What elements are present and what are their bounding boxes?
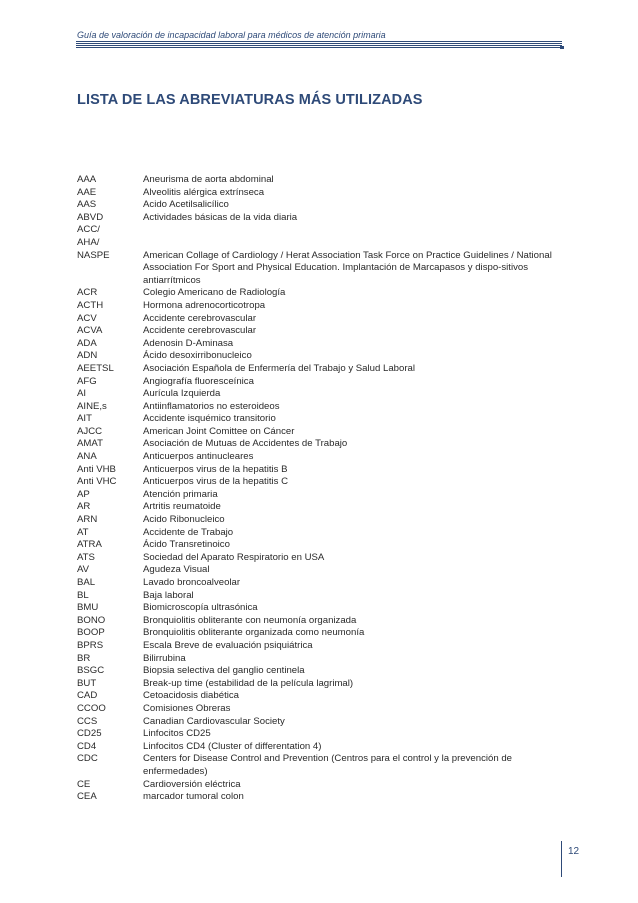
abbreviation-definition: American Joint Comittee on Cáncer [143,425,295,437]
abbreviation-term: NASPE [77,249,110,261]
abbreviation-definition: Colegio Americano de Radiología [143,287,286,299]
abbreviation-row [77,627,557,640]
abbreviation-row [77,791,557,804]
abbreviation-definition: Bilirrubina [143,652,186,664]
abbreviation-definition: Accidente cerebrovascular [143,312,257,324]
abbreviation-term: AINE,s [77,400,107,412]
abbreviation-definition: Anticuerpos virus de la hepatitis B [143,463,288,475]
abbreviation-term: ACVA [77,325,103,337]
abbreviation-row [77,401,557,414]
abbreviation-definition: Canadian Cardiovascular Society [143,715,285,727]
abbreviation-row [77,363,557,376]
abbreviation-row [77,653,557,666]
page-number: 12 [568,846,580,857]
abbreviation-term: BUT [77,677,97,689]
header-rule [76,41,562,48]
abbreviation-term: BR [77,652,91,664]
abbreviation-definition: Escala Breve de evaluación psiquiátrica [143,639,313,651]
abbreviation-term: ABVD [77,211,104,223]
abbreviation-term: CE [77,778,91,790]
abbreviation-definition: Asociación de Mutuas de Accidentes de Trabajo [143,438,348,450]
abbreviation-definition: Linfocitos CD4 (Cluster of differentation 4) [143,740,322,752]
abbreviation-definition: Angiografía fluoresceínica [143,375,254,387]
abbreviation-row [77,451,557,464]
abbreviation-row [77,501,557,514]
abbreviation-definition: Aneurisma de aorta abdominal [143,174,274,185]
abbreviation-definition: Asociación Española de Enfermería del Trabajo y Salud Laboral [143,362,415,374]
abbreviation-term: CD4 [77,740,97,752]
abbreviation-definition: Sociedad del Aparato Respiratorio en USA [143,551,325,563]
abbreviation-term: BPRS [77,639,104,651]
abbreviation-row [77,237,557,250]
abbreviation-term: AV [77,564,90,576]
abbreviation-term: CCOO [77,702,106,714]
abbreviation-definition: Atención primaria [143,488,218,500]
abbreviation-term: AHA/ [77,236,100,248]
abbreviation-definition: Agudeza Visual [143,564,210,576]
abbreviation-definition: marcador tumoral colon [143,791,244,803]
abbreviation-row [77,514,557,527]
abbreviation-term: AP [77,488,90,500]
abbreviation-row [77,741,557,754]
abbreviation-row [77,199,557,212]
abbreviation-row [77,313,557,326]
abbreviation-definition: Anticuerpos antinucleares [143,451,254,463]
abbreviation-row [77,678,557,691]
abbreviation-row [77,388,557,401]
abbreviation-term: AI [77,388,87,400]
abbreviation-term: BSGC [77,665,105,677]
abbreviation-row [77,489,557,502]
abbreviation-term: CCS [77,715,98,727]
abbreviation-term: AT [77,526,89,538]
abbreviation-term: ADA [77,337,97,349]
abbreviation-row [77,250,557,288]
page-title: LISTA DE LAS ABREVIATURAS MÁS UTILIZADAS [77,91,423,108]
abbreviation-definition: Cetoacidosis diabética [143,690,239,702]
running-header-title: Guía de valoración de incapacidad laboral para médicos de atención primaria [77,30,386,40]
abbreviation-definition: Accidente de Trabajo [143,526,234,538]
abbreviation-row [77,539,557,552]
abbreviation-definition: Adenosin D-Aminasa [143,337,234,349]
abbreviation-definition: Linfocitos CD25 [143,728,211,740]
abbreviation-definition: Aurícula Izquierda [143,388,221,400]
abbreviation-term: BL [77,589,89,601]
abbreviation-row [77,640,557,653]
abbreviation-row [77,300,557,313]
abbreviation-definition: Lavado broncoalveolar [143,577,241,588]
abbreviation-term: AAS [77,199,97,211]
abbreviation-term: CDC [77,753,98,765]
abbreviation-row [77,350,557,363]
abbreviation-row [77,426,557,439]
abbreviation-definition [143,237,557,250]
abbreviation-term: ATS [77,551,95,563]
abbreviation-row [77,212,557,225]
abbreviation-definition: Biopsia selectiva del ganglio centinela [143,665,305,677]
abbreviation-definition: Comisiones Obreras [143,702,231,714]
abbreviation-row [77,602,557,615]
abbreviation-term: CEA [77,791,97,803]
abbreviation-term: BOOP [77,627,105,639]
abbreviation-row [77,716,557,729]
abbreviation-term: AMAT [77,438,103,450]
abbreviation-row [77,187,557,200]
abbreviation-term: ARN [77,514,98,526]
abbreviation-row [77,690,557,703]
abbreviation-term: BMU [77,602,99,614]
abbreviation-row [77,413,557,426]
abbreviation-definition: Anticuerpos virus de la hepatitis C [143,476,289,488]
abbreviation-term: ACTH [77,299,104,311]
abbreviation-definition: Biomicroscopía ultrasónica [143,602,258,614]
abbreviation-row [77,338,557,351]
abbreviation-term: BAL [77,577,96,588]
abbreviation-row [77,325,557,338]
abbreviation-definition: Actividades básicas de la vida diaria [143,211,298,223]
page-number-rule [561,841,562,877]
abbreviation-definition: Ácido desoxirribonucleico [143,350,252,362]
abbreviation-row [77,464,557,477]
abbreviation-definition: Baja laboral [143,589,194,601]
abbreviation-definition: Accidente isquémico transitorio [143,413,276,425]
abbreviation-definition: Accidente cerebrovascular [143,325,257,337]
abbreviation-row [77,615,557,628]
abbreviation-row [77,703,557,716]
abbreviation-row [77,728,557,741]
abbreviation-row [77,438,557,451]
abbreviation-definition: Ácido Transretinoico [143,539,230,551]
abbreviation-definition: Alveolitis alérgica extrínseca [143,186,265,198]
abbreviation-term: Anti VHB [77,463,116,475]
abbreviation-row [77,174,557,187]
abbreviation-definition: American Collage of Cardiology / Herat Association Task Force on Practice Guidelines / National Association For Sport and Physical Education. Implantación de Marcapasos y dispo-sitivos antiarrítmicos [143,249,552,286]
abbreviation-term: AFG [77,375,97,387]
abbreviation-term: BONO [77,614,106,626]
abbreviation-row [77,527,557,540]
abbreviation-term: ACR [77,287,98,299]
abbreviation-term: ADN [77,350,98,362]
abbreviation-list [77,174,557,804]
abbreviation-definition: Artritis reumatoide [143,501,221,513]
abbreviation-row [77,577,557,590]
abbreviation-term: AAE [77,186,97,198]
abbreviation-term: AJCC [77,425,103,437]
abbreviation-term: ATRA [77,539,102,551]
abbreviation-definition: Break-up time (estabilidad de la película lagrimal) [143,677,354,689]
abbreviation-term: AAA [77,174,97,185]
abbreviation-definition: Hormona adrenocorticotropa [143,299,266,311]
abbreviation-term: AEETSL [77,362,114,374]
abbreviation-definition [143,224,557,237]
abbreviation-definition: Centers for Disease Control and Prevention (Centros para el control y la prevención de enfermedades) [143,753,513,777]
abbreviation-term: ACC/ [77,224,100,236]
abbreviation-row [77,665,557,678]
abbreviation-row [77,476,557,489]
abbreviation-term: ANA [77,451,97,463]
abbreviation-row [77,590,557,603]
abbreviation-definition: Bronquiolitis obliterante con neumonía organizada [143,614,357,626]
abbreviation-row [77,779,557,792]
abbreviation-definition: Antiinflamatorios no esteroideos [143,400,280,412]
abbreviation-row [77,287,557,300]
abbreviation-term: ACV [77,312,97,324]
abbreviation-row [77,753,557,778]
abbreviation-term: CAD [77,690,98,702]
abbreviation-row [77,552,557,565]
abbreviation-definition: Cardioversión eléctrica [143,778,241,790]
abbreviation-definition: Acido Ribonucleico [143,514,225,526]
abbreviation-term: CD25 [77,728,102,740]
abbreviation-row [77,564,557,577]
abbreviation-term: Anti VHC [77,476,117,488]
abbreviation-row [77,376,557,389]
abbreviation-term: AIT [77,413,92,425]
abbreviation-definition: Acido Acetilsalicílico [143,199,229,211]
abbreviation-term: AR [77,501,91,513]
abbreviation-row [77,224,557,237]
abbreviation-definition: Bronquiolitis obliterante organizada como neumonía [143,627,365,639]
